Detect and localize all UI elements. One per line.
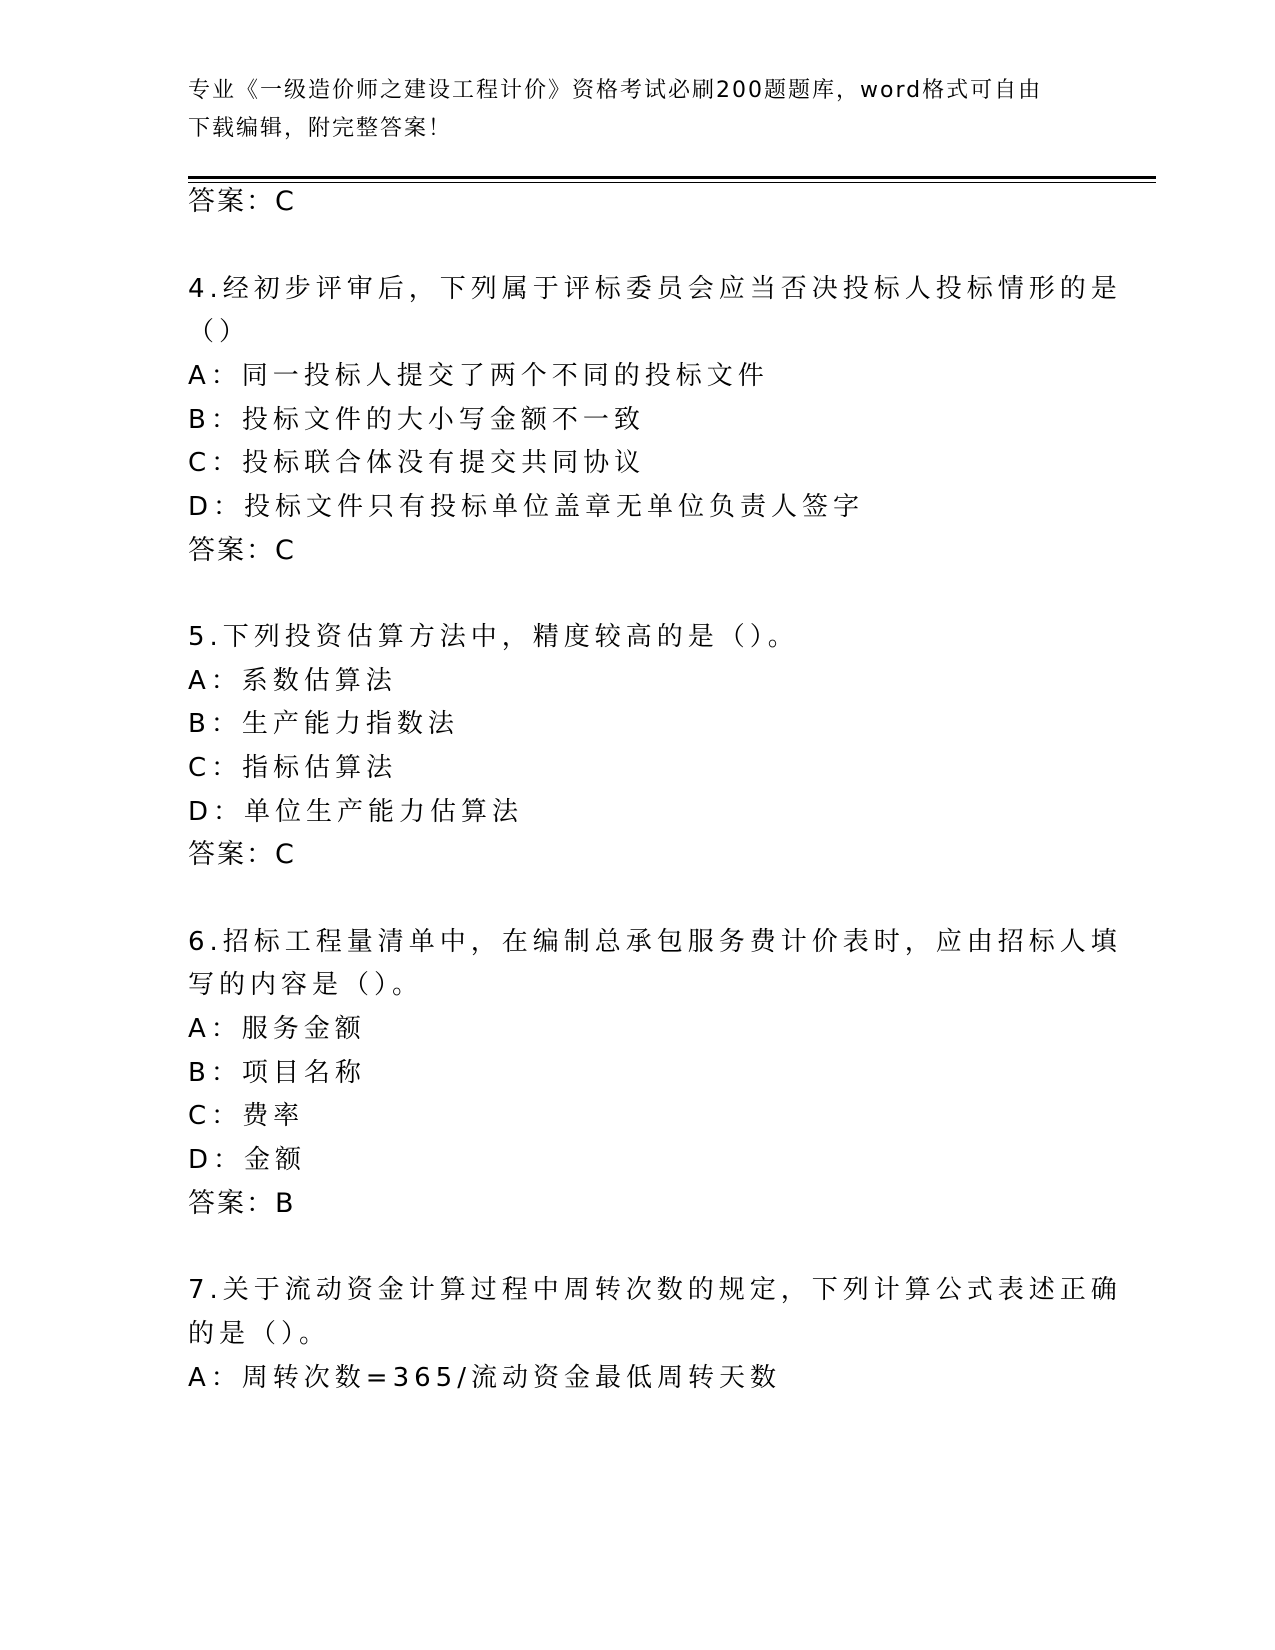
header-line-1: 专业《一级造价师之建设工程计价》资格考试必刷200题题库，word格式可自由 bbox=[188, 78, 1043, 103]
question-6-stem-line-1: 6.招标工程量清单中，在编制总承包服务费计价表时，应由招标人填 bbox=[188, 927, 1122, 957]
question-7-stem-line-1: 7.关于流动资金计算过程中周转次数的规定，下列计算公式表述正确 bbox=[188, 1275, 1122, 1305]
page-header bbox=[188, 72, 1088, 148]
question-4-answer: 答案：C bbox=[188, 535, 296, 566]
question-6-option-a: A：服务金额 bbox=[188, 1014, 366, 1044]
question-6-stem-line-2: 写的内容是（）。 bbox=[188, 970, 424, 1000]
question-4-stem-line-1: 4.经初步评审后，下列属于评标委员会应当否决投标人投标情形的是 bbox=[188, 274, 1122, 304]
question-4-stem-line-2: （） bbox=[188, 317, 251, 347]
question-5-option-c: C：指标估算法 bbox=[188, 753, 398, 783]
question-5-stem-line-1: 5.下列投资估算方法中，精度较高的是（）。 bbox=[188, 622, 799, 652]
header-divider-thick bbox=[188, 176, 1156, 179]
question-5-option-a: A：系数估算法 bbox=[188, 666, 397, 696]
question-5-option-b: B：生产能力指数法 bbox=[188, 709, 459, 739]
question-6-answer: 答案：B bbox=[188, 1188, 296, 1219]
question-5-option-d: D：单位生产能力估算法 bbox=[188, 797, 524, 827]
question-7-stem-line-2: 的是（）。 bbox=[188, 1319, 331, 1349]
question-6-option-b: B：项目名称 bbox=[188, 1058, 366, 1088]
header-line-2: 下载编辑，附完整答案！ bbox=[188, 116, 453, 141]
question-7-option-a: A：周转次数=365/流动资金最低周转天数 bbox=[188, 1363, 781, 1393]
question-5-answer: 答案：C bbox=[188, 839, 296, 870]
question-4-option-a: A：同一投标人提交了两个不同的投标文件 bbox=[188, 361, 769, 391]
question-6-option-d: D：金额 bbox=[188, 1145, 307, 1175]
question-4-option-c: C：投标联合体没有提交共同协议 bbox=[188, 448, 646, 478]
header-divider-thin bbox=[188, 182, 1156, 183]
question-6-option-c: C：费率 bbox=[188, 1101, 305, 1131]
question-4-option-b: B：投标文件的大小写金额不一致 bbox=[188, 405, 645, 435]
question-4-option-d: D：投标文件只有投标单位盖章无单位负责人签字 bbox=[188, 492, 865, 522]
answer-line-q3: 答案：C bbox=[188, 186, 296, 217]
